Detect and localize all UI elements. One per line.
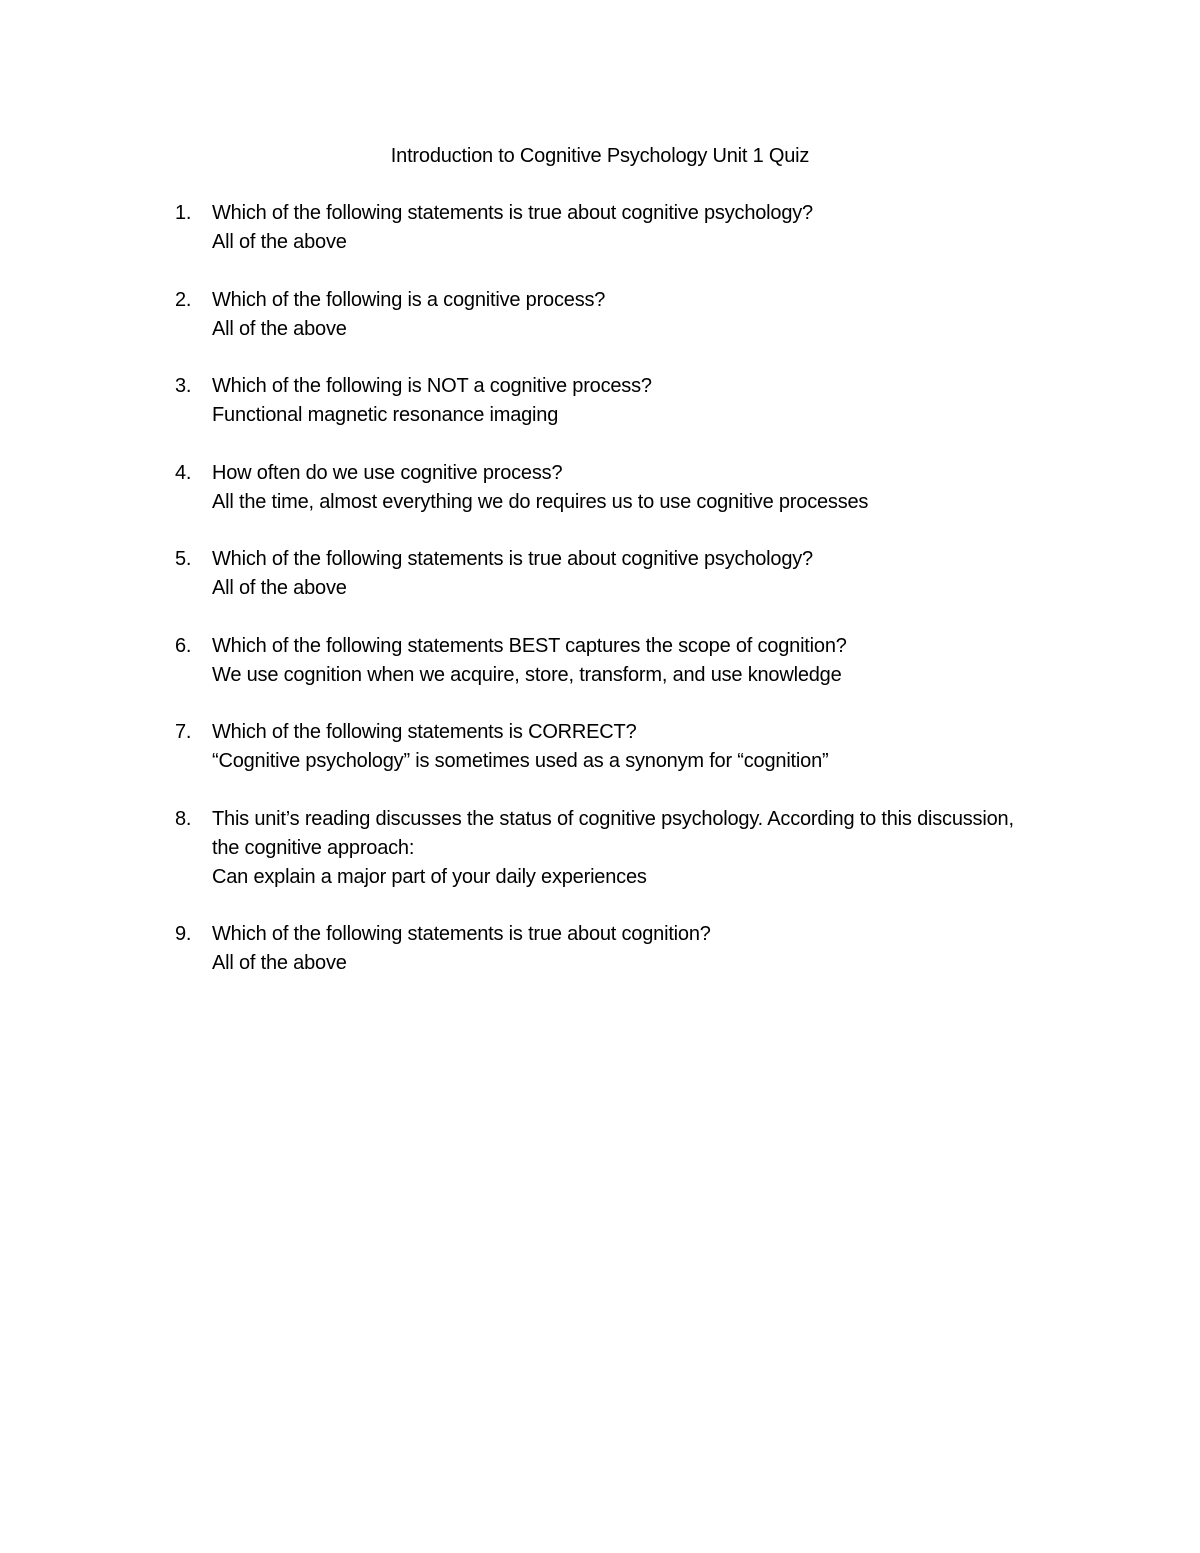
- quiz-item-8: [0, 805, 1200, 892]
- question-number: 5.: [175, 548, 192, 570]
- answer-text: All the time, almost everything we do requires us to use cognitive processes: [212, 490, 869, 513]
- quiz-item-9: [0, 920, 1200, 978]
- quiz-item-6: [0, 632, 1200, 690]
- quiz-item-3: [0, 372, 1200, 430]
- answer-text: Functional magnetic resonance imaging: [212, 404, 559, 426]
- answer-text: All of the above: [212, 952, 347, 974]
- question-text: Which of the following is a cognitive process?: [212, 288, 606, 311]
- answer-text: All of the above: [212, 317, 347, 340]
- answer-text: All of the above: [212, 577, 347, 599]
- question-number: 1.: [175, 202, 192, 224]
- question-number: 2.: [175, 288, 192, 311]
- question-number: 6.: [175, 634, 192, 657]
- question-text: Which of the following statements is true about cognitive psychology?: [212, 548, 813, 570]
- quiz-item-5: [0, 545, 1200, 603]
- question-text: Which of the following statements is CORRECT?: [212, 721, 637, 743]
- question-text: Which of the following statements is true about cognition?: [212, 923, 711, 945]
- question-number: 8.: [175, 807, 192, 830]
- answer-text: All of the above: [212, 231, 347, 253]
- question-number: 9.: [175, 923, 192, 945]
- question-text: Which of the following statements is true about cognitive psychology?: [212, 202, 813, 224]
- question-text: This unit’s reading discusses the status of cognitive psychology. According to this discussion, the cognitive approach:: [212, 807, 1014, 859]
- quiz-list: [0, 199, 1200, 1007]
- question-number: 3.: [175, 375, 192, 397]
- answer-text: Can explain a major part of your daily experiences: [212, 865, 647, 888]
- page-title: Introduction to Cognitive Psychology Unit 1 Quiz: [390, 145, 810, 167]
- question-number: 7.: [175, 721, 192, 743]
- question-text: Which of the following statements BEST captures the scope of cognition?: [212, 634, 847, 657]
- quiz-item-7: [0, 718, 1200, 776]
- quiz-item-1: [0, 199, 1200, 257]
- quiz-item-2: [0, 286, 1200, 344]
- question-text: How often do we use cognitive process?: [212, 461, 563, 484]
- question-number: 4.: [175, 461, 192, 484]
- question-text: Which of the following is NOT a cognitive process?: [212, 375, 652, 397]
- answer-text: “Cognitive psychology” is sometimes used as a synonym for “cognition”: [212, 750, 829, 772]
- quiz-item-4: [0, 459, 1200, 517]
- answer-text: We use cognition when we acquire, store, transform, and use knowledge: [212, 663, 842, 686]
